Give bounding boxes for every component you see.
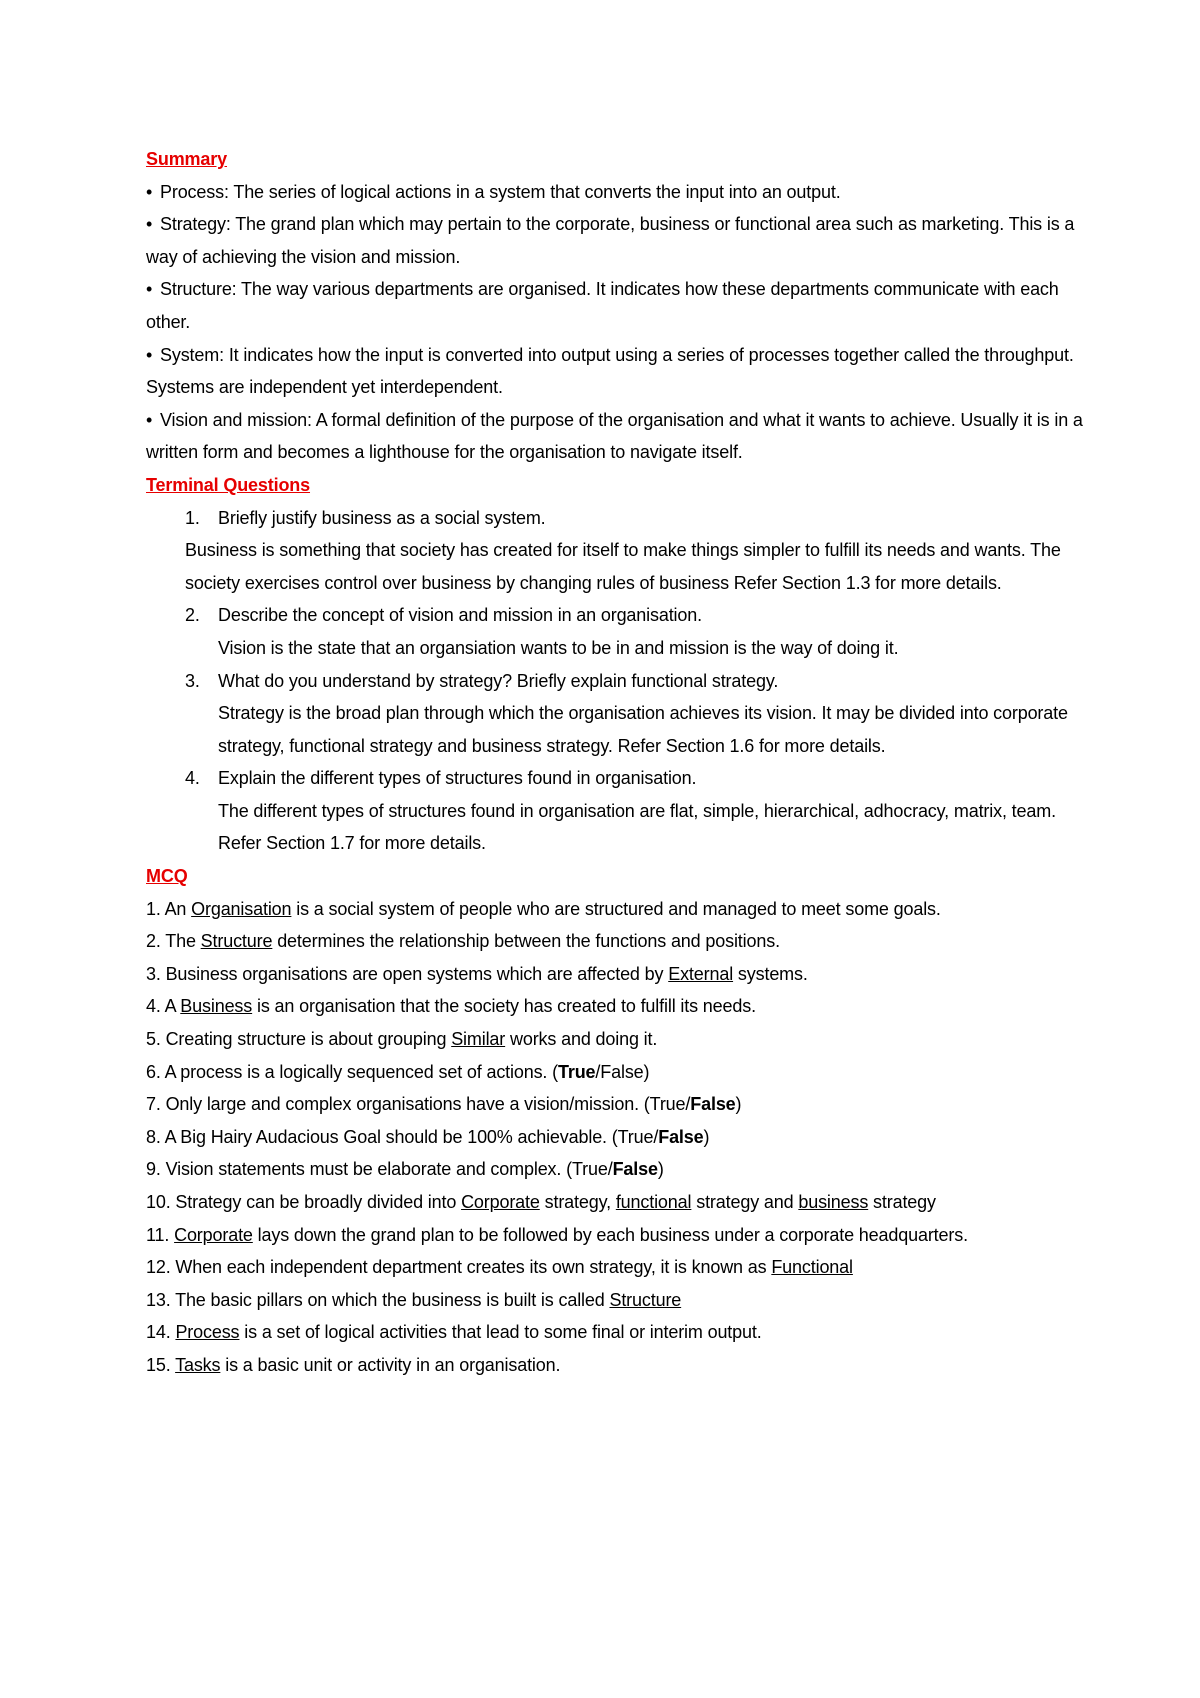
terminal-questions-heading: Terminal Questions [146, 474, 311, 495]
question-text: Briefly justify business as a social system. [218, 507, 546, 528]
mcq-text: is an organisation that the society has created to fulfill its needs. [252, 996, 756, 1017]
bullet-icon: • [146, 181, 153, 202]
mcq-text: determines the relationship between the functions and positions. [272, 931, 780, 952]
mcq-answer: Business [180, 996, 253, 1017]
mcq-text: ) [735, 1094, 742, 1115]
mcq-text: 13. The basic pillars on which the business is built is called [146, 1289, 610, 1310]
mcq-text: is a basic unit or activity in an organisation. [220, 1354, 561, 1375]
mcq-text: ) [703, 1126, 710, 1147]
mcq-text: / [653, 1126, 659, 1147]
mcq-answer: External [668, 963, 734, 984]
summary-text: The grand plan which may pertain to the corporate, business or functional area such as marketing. This is a way of achieving the vision and mission. [146, 214, 1075, 267]
mcq-text: 2. The [146, 931, 201, 952]
mcq-text: 14. [146, 1322, 176, 1343]
mcq-answer: False [612, 1159, 658, 1180]
question-number: 3. [185, 670, 200, 691]
mcq-item [146, 1284, 1096, 1317]
terminal-answer: Business is something that society has created for itself to make things simpler to fulfill its needs and wants. The society exercises control over business by changing rules of business Refer Section 1.3 for more details. [185, 540, 1061, 593]
mcq-answer: Corporate [461, 1192, 540, 1212]
mcq-item [146, 1088, 1096, 1121]
summary-heading: Summary [146, 149, 227, 169]
mcq-text: 3. Business organisations are open systems which are affected by [146, 963, 669, 984]
mcq-text: 15. [146, 1354, 176, 1375]
mcq-text: 12. When each independent department creates its own strategy, it is known as [146, 1257, 772, 1278]
mcq-text: 4. A [146, 996, 181, 1017]
terminal-question [146, 762, 1096, 795]
mcq-answer: Similar [451, 1029, 506, 1050]
mcq-text: strategy and [691, 1192, 799, 1212]
terminal-answer: The different types of structures found in organisation are flat, simple, hierarchical, adhocracy, matrix, team. Refer Section 1.7 for more details. [218, 800, 1056, 854]
terminal-question [146, 599, 1096, 632]
mcq-text: is a social system of people who are structured and managed to meet some goals. [291, 898, 941, 919]
terminal-question [146, 665, 1096, 698]
document-page [146, 143, 1096, 1382]
question-number: 1. [185, 507, 200, 528]
mcq-item [146, 1316, 1096, 1349]
mcq-text: 11. [146, 1224, 175, 1245]
mcq-item [146, 990, 1096, 1023]
summary-term: Structure: [160, 279, 237, 300]
mcq-item [146, 1121, 1096, 1154]
mcq-item [146, 925, 1096, 958]
mcq-option: False [600, 1061, 644, 1082]
mcq-option: True [649, 1094, 686, 1115]
mcq-answer: False [690, 1094, 736, 1115]
mcq-heading: MCQ [146, 866, 188, 887]
mcq-text: 9. Vision statements must be elaborate and complex. ( [146, 1159, 572, 1180]
summary-text: A formal definition of the purpose of the organisation and what it wants to achieve. Usually it is in a written form and becomes a lighthouse for the organisation to navigate itself. [146, 409, 1083, 463]
mcq-item [146, 1153, 1096, 1186]
summary-term: Process: [160, 181, 229, 202]
mcq-answer: Tasks [175, 1354, 221, 1375]
bullet-icon: • [146, 214, 153, 235]
mcq-text: 1. An [146, 898, 192, 919]
mcq-text: / [685, 1094, 691, 1115]
mcq-option: True [571, 1159, 608, 1180]
mcq-text: 6. A process is a logically sequenced set of actions. ( [146, 1061, 558, 1082]
mcq-answer: business [798, 1192, 869, 1212]
bullet-icon: • [146, 279, 153, 300]
mcq-item [146, 1056, 1096, 1089]
summary-term: Vision and mission: [160, 409, 312, 430]
mcq-answer: Structure [609, 1289, 682, 1310]
mcq-text: ) [643, 1061, 650, 1082]
mcq-item [146, 1186, 1096, 1219]
mcq-answer: Corporate [174, 1224, 253, 1245]
terminal-answer: Strategy is the broad plan through which the organisation achieves its vision. It may be divided into corporate strategy, functional strategy and business strategy. Refer Section 1.6 for more details. [218, 703, 1068, 756]
summary-item [146, 339, 1096, 404]
mcq-text: works and doing it. [505, 1029, 658, 1050]
mcq-text: is a set of logical activities that lead to some final or interim output. [239, 1322, 762, 1343]
mcq-answer: functional [615, 1192, 692, 1212]
mcq-text: 10. Strategy can be broadly divided into [146, 1192, 462, 1212]
mcq-text: / [595, 1061, 601, 1082]
summary-item [146, 176, 1096, 209]
mcq-text: ) [657, 1159, 664, 1180]
mcq-answer: True [557, 1061, 596, 1082]
mcq-answer: False [658, 1126, 704, 1147]
question-text: What do you understand by strategy? Briefly explain functional strategy. [218, 670, 779, 691]
terminal-answer: Vision is the state that an organsiation wants to be in and mission is the way of doing it. [218, 637, 899, 658]
mcq-item [146, 1349, 1096, 1382]
bullet-icon: • [146, 344, 153, 365]
summary-text: It indicates how the input is converted into output using a series of processes together called the throughput. Systems are independent yet interdependent. [146, 344, 1074, 398]
mcq-item [146, 893, 1096, 926]
question-number: 2. [185, 605, 200, 626]
summary-text: The series of logical actions in a system that converts the input into an output. [228, 181, 841, 202]
mcq-text: lays down the grand plan to be followed by each business under a corporate headquarters. [252, 1224, 968, 1245]
mcq-text: strategy, [539, 1192, 616, 1212]
terminal-question [146, 502, 1096, 535]
summary-term: Strategy: [160, 214, 231, 235]
summary-item [146, 208, 1096, 273]
question-text: Explain the different types of structures found in organisation. [218, 768, 697, 789]
mcq-item [146, 1219, 1096, 1252]
mcq-text: 8. A Big Hairy Audacious Goal should be 100% achievable. ( [146, 1126, 618, 1147]
mcq-answer: Organisation [191, 898, 292, 919]
bullet-icon: • [146, 409, 153, 430]
mcq-text: systems. [733, 963, 808, 984]
mcq-text: 5. Creating structure is about grouping [146, 1029, 452, 1050]
mcq-answer: Structure [200, 931, 273, 952]
mcq-answer: Functional [771, 1257, 853, 1278]
question-number: 4. [185, 768, 200, 789]
mcq-item [146, 958, 1096, 991]
summary-item [146, 273, 1096, 338]
summary-text: The way various departments are organised. It indicates how these departments communicate with each other. [146, 279, 1059, 332]
mcq-text: / [607, 1159, 613, 1180]
mcq-text: strategy [868, 1192, 936, 1212]
mcq-answer: Process [175, 1322, 240, 1343]
mcq-item [146, 1023, 1096, 1056]
mcq-item [146, 1251, 1096, 1284]
question-text: Describe the concept of vision and mission in an organisation. [218, 605, 702, 626]
mcq-option: True [617, 1126, 654, 1147]
summary-term: System: [160, 344, 224, 365]
summary-item [146, 404, 1096, 469]
mcq-text: 7. Only large and complex organisations have a vision/mission. ( [146, 1094, 650, 1115]
